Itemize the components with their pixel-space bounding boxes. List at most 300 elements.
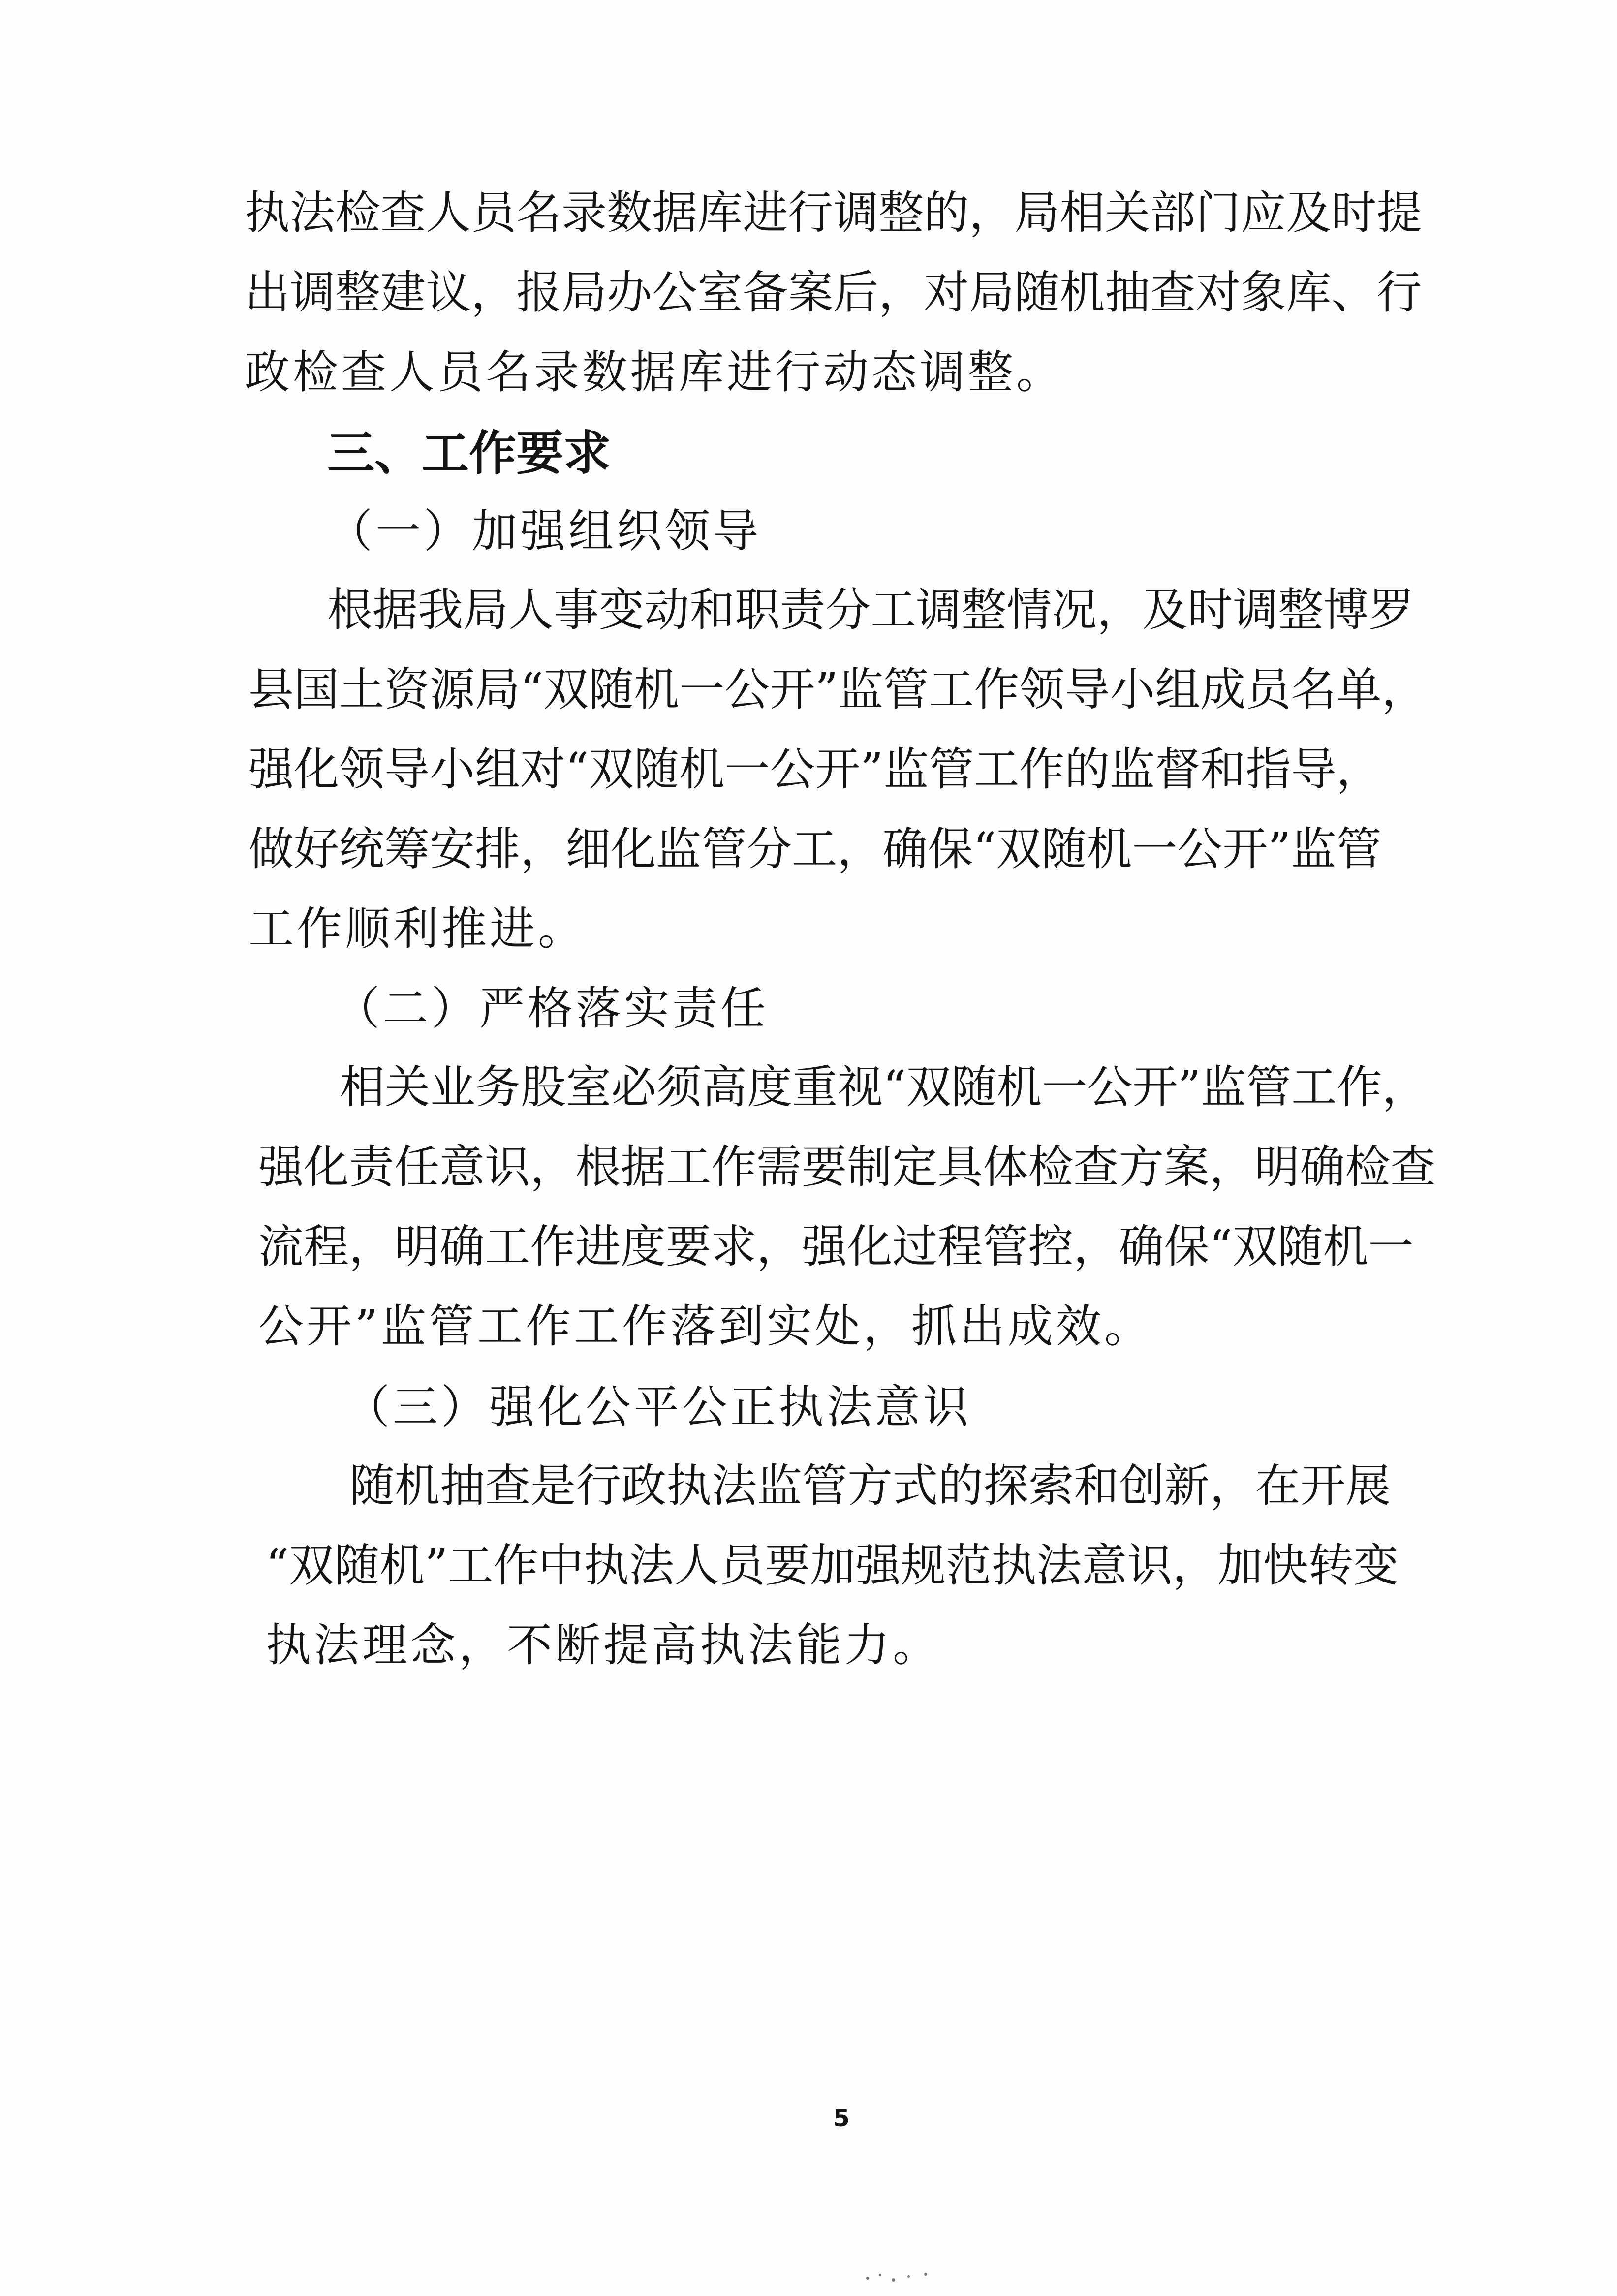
character: 况 bbox=[1052, 584, 1097, 636]
character: 作 bbox=[974, 663, 1020, 716]
character: 管 bbox=[929, 743, 974, 796]
character: 人 bbox=[426, 186, 471, 239]
character: 随 bbox=[589, 663, 634, 716]
character: 查 bbox=[1150, 266, 1196, 319]
scan-speck bbox=[924, 2273, 927, 2276]
character: ， bbox=[1382, 1061, 1428, 1114]
character: 据 bbox=[373, 584, 418, 636]
character: 相 bbox=[1059, 186, 1105, 239]
section-heading: 三、工作要求 bbox=[327, 426, 611, 481]
character: 调 bbox=[290, 266, 336, 319]
character: 双 bbox=[996, 823, 1042, 875]
scan-speck-marks bbox=[866, 2271, 935, 2286]
character: 进 bbox=[575, 1220, 621, 1273]
subheading-1: （一）加强组织领导 bbox=[327, 505, 762, 558]
character: 任 bbox=[394, 1141, 440, 1193]
character: 分 bbox=[825, 584, 871, 636]
character: 双 bbox=[906, 1061, 952, 1114]
character: 公 bbox=[1177, 823, 1223, 875]
character: 局 bbox=[475, 663, 521, 716]
character: 分 bbox=[746, 823, 792, 875]
character: 创 bbox=[1119, 1459, 1165, 1512]
character: 的 bbox=[1064, 743, 1110, 796]
character: ” bbox=[815, 663, 839, 716]
character: 工 bbox=[871, 584, 916, 636]
character: 检 bbox=[1028, 1141, 1074, 1193]
character: 执 bbox=[584, 1539, 629, 1592]
character: 建 bbox=[380, 266, 426, 319]
character: 管 bbox=[802, 1459, 848, 1512]
character: 保 bbox=[928, 823, 973, 875]
character: 探 bbox=[983, 1459, 1029, 1512]
character: 作 bbox=[1019, 743, 1065, 796]
character: 后 bbox=[833, 266, 879, 319]
character: 求 bbox=[711, 1220, 757, 1273]
character: 局 bbox=[463, 584, 509, 636]
character: 好 bbox=[294, 823, 340, 875]
character: 工 bbox=[448, 1539, 494, 1592]
character: 随 bbox=[1014, 266, 1060, 319]
character: 是 bbox=[530, 1459, 576, 1512]
character: “ bbox=[520, 663, 544, 716]
character: ， bbox=[1172, 1539, 1218, 1592]
character: “ bbox=[565, 743, 589, 796]
character: 范 bbox=[946, 1539, 992, 1592]
character: 方 bbox=[847, 1459, 893, 1512]
character: 筹 bbox=[384, 823, 430, 875]
character: 录 bbox=[561, 186, 607, 239]
character: 管 bbox=[1246, 1061, 1292, 1114]
paragraph-1-line-3 bbox=[249, 740, 1380, 799]
character: 案 bbox=[1164, 1141, 1210, 1193]
paragraph-1-line-4 bbox=[249, 820, 1380, 879]
character: 调 bbox=[833, 186, 879, 239]
character: 双 bbox=[543, 663, 589, 716]
character: 和 bbox=[689, 584, 735, 636]
character: 排 bbox=[475, 823, 521, 875]
character: 象 bbox=[1241, 266, 1286, 319]
character: 保 bbox=[1164, 1220, 1210, 1273]
character: 及 bbox=[1142, 584, 1188, 636]
character: “ bbox=[266, 1539, 289, 1592]
character: 进 bbox=[743, 186, 788, 239]
character: 单 bbox=[1336, 663, 1382, 716]
scan-speck bbox=[892, 2278, 895, 2282]
character: 局 bbox=[969, 266, 1015, 319]
character: 化 bbox=[847, 1220, 893, 1273]
body-line-2 bbox=[245, 263, 1422, 322]
character: 局 bbox=[561, 266, 607, 319]
paragraph-1-line-5: 工作顺利推进。 bbox=[249, 902, 587, 955]
character: 动 bbox=[644, 584, 690, 636]
body-line-3: 政检查人员名录数据库进行动态调整。 bbox=[245, 346, 1065, 399]
character: 源 bbox=[430, 663, 475, 716]
character: 变 bbox=[1353, 1539, 1399, 1592]
character: 过 bbox=[892, 1220, 938, 1273]
character: 检 bbox=[335, 186, 381, 239]
character: 应 bbox=[1241, 186, 1286, 239]
scan-speck bbox=[866, 2277, 869, 2280]
character: 细 bbox=[565, 823, 611, 875]
character: 成 bbox=[1200, 663, 1246, 716]
character: 机 bbox=[379, 1539, 425, 1592]
character: 查 bbox=[1390, 1141, 1436, 1193]
character: 职 bbox=[735, 584, 780, 636]
character: 提 bbox=[1376, 186, 1422, 239]
character: 、 bbox=[1331, 266, 1377, 319]
character: 管 bbox=[983, 1220, 1028, 1273]
character: ， bbox=[1209, 1141, 1255, 1193]
scan-speck bbox=[907, 2275, 910, 2278]
character: 责 bbox=[349, 1141, 395, 1193]
character: 整 bbox=[1278, 584, 1324, 636]
character: 根 bbox=[575, 1141, 621, 1193]
character: ， bbox=[1073, 1220, 1119, 1273]
character: 责 bbox=[780, 584, 826, 636]
character: 相 bbox=[340, 1061, 385, 1114]
character: ， bbox=[1336, 743, 1382, 796]
character: 体 bbox=[983, 1141, 1028, 1193]
character: 随 bbox=[1277, 1220, 1323, 1273]
character: 索 bbox=[1028, 1459, 1074, 1512]
character: 识 bbox=[485, 1141, 530, 1193]
character: 加 bbox=[1217, 1539, 1263, 1592]
body-line-1 bbox=[245, 184, 1422, 243]
character: 关 bbox=[1105, 186, 1151, 239]
character: 和 bbox=[1200, 743, 1246, 796]
character: 统 bbox=[339, 823, 385, 875]
character: 安 bbox=[430, 823, 475, 875]
character: “ bbox=[883, 1061, 906, 1114]
character: 机 bbox=[996, 1061, 1042, 1114]
character: 员 bbox=[719, 1539, 765, 1592]
character: 制 bbox=[847, 1141, 893, 1193]
character: 随 bbox=[349, 1459, 395, 1512]
character: 员 bbox=[1245, 663, 1291, 716]
character: 监 bbox=[1201, 1061, 1246, 1114]
character: 组 bbox=[1155, 663, 1201, 716]
character: 时 bbox=[1331, 186, 1377, 239]
character: 作 bbox=[1337, 1061, 1382, 1114]
paragraph-3-line-1 bbox=[349, 1457, 1391, 1516]
character: 在 bbox=[1255, 1459, 1301, 1512]
character: 管 bbox=[883, 663, 929, 716]
character: 室 bbox=[697, 266, 743, 319]
character: 人 bbox=[508, 584, 554, 636]
character: 调 bbox=[1233, 584, 1278, 636]
character: 需 bbox=[756, 1141, 802, 1193]
character: ， bbox=[530, 1141, 576, 1193]
character: 及 bbox=[1286, 186, 1332, 239]
character: 机 bbox=[1059, 266, 1105, 319]
character: 一 bbox=[1132, 823, 1178, 875]
character: ， bbox=[520, 823, 566, 875]
character: 确 bbox=[1119, 1220, 1164, 1273]
character: 机 bbox=[1087, 823, 1132, 875]
character: 查 bbox=[1073, 1141, 1119, 1193]
character: 罗 bbox=[1368, 584, 1414, 636]
subheading-2: （二）严格落实责任 bbox=[335, 982, 769, 1035]
character: 随 bbox=[334, 1539, 380, 1592]
character: 化 bbox=[611, 823, 656, 875]
character: ， bbox=[471, 266, 517, 319]
character: 法 bbox=[712, 1459, 757, 1512]
character: 对 bbox=[924, 266, 969, 319]
character: ， bbox=[1210, 1459, 1255, 1512]
character: 行 bbox=[1376, 266, 1422, 319]
character: 开 bbox=[1300, 1459, 1346, 1512]
character: 博 bbox=[1323, 584, 1369, 636]
character: 机 bbox=[679, 743, 725, 796]
character: 国 bbox=[294, 663, 340, 716]
character: ， bbox=[1097, 584, 1143, 636]
character: 作 bbox=[493, 1539, 539, 1592]
character: 库 bbox=[1286, 266, 1332, 319]
character: 导 bbox=[384, 743, 430, 796]
character: 中 bbox=[538, 1539, 584, 1592]
character: 监 bbox=[838, 663, 884, 716]
character: 局 bbox=[1014, 186, 1060, 239]
character: 整 bbox=[335, 266, 381, 319]
character: ， bbox=[1381, 663, 1427, 716]
character: 工 bbox=[929, 663, 974, 716]
character: 度 bbox=[747, 1061, 793, 1114]
character: ， bbox=[837, 823, 883, 875]
character: 出 bbox=[245, 266, 290, 319]
character: 必 bbox=[611, 1061, 657, 1114]
character: 抽 bbox=[440, 1459, 486, 1512]
character: 库 bbox=[697, 186, 743, 239]
paragraph-3-line-3: 执法理念，不断提高执法能力。 bbox=[266, 1619, 941, 1672]
character: 变 bbox=[599, 584, 645, 636]
character: 工 bbox=[666, 1141, 712, 1193]
character: 监 bbox=[1110, 743, 1155, 796]
character: 度 bbox=[621, 1220, 666, 1273]
character: 监 bbox=[757, 1459, 803, 1512]
character: 业 bbox=[430, 1061, 476, 1114]
character: 工 bbox=[485, 1220, 530, 1273]
character: 调 bbox=[916, 584, 962, 636]
character: 开 bbox=[770, 663, 815, 716]
character: 名 bbox=[516, 186, 562, 239]
page-number: 5 bbox=[833, 2105, 850, 2132]
character: 执 bbox=[666, 1459, 712, 1512]
character: 导 bbox=[1291, 743, 1337, 796]
character: ， bbox=[969, 186, 1015, 239]
character: 明 bbox=[1254, 1141, 1300, 1193]
character: 的 bbox=[938, 1459, 984, 1512]
character: 一 bbox=[1368, 1220, 1414, 1273]
character: 双 bbox=[589, 743, 634, 796]
character: 导 bbox=[1064, 663, 1110, 716]
character: 资 bbox=[384, 663, 430, 716]
character: 随 bbox=[951, 1061, 997, 1114]
character: 确 bbox=[882, 823, 928, 875]
character: 监 bbox=[656, 823, 702, 875]
character: 意 bbox=[1082, 1539, 1127, 1592]
character: 的 bbox=[924, 186, 969, 239]
character: 定 bbox=[892, 1141, 938, 1193]
character: 一 bbox=[1042, 1061, 1088, 1114]
character: 一 bbox=[724, 743, 770, 796]
character: 组 bbox=[475, 743, 521, 796]
character: 一 bbox=[679, 663, 725, 716]
character: 规 bbox=[901, 1539, 946, 1592]
character: 行 bbox=[788, 186, 834, 239]
character: 机 bbox=[1323, 1220, 1368, 1273]
character: 方 bbox=[1119, 1141, 1164, 1193]
character: 管 bbox=[1336, 823, 1382, 875]
character: 务 bbox=[475, 1061, 521, 1114]
character: ， bbox=[349, 1220, 395, 1273]
character: 案 bbox=[788, 266, 834, 319]
character: 作 bbox=[711, 1141, 757, 1193]
paragraph-1-line-1 bbox=[327, 581, 1414, 640]
character: 领 bbox=[339, 743, 385, 796]
character: 对 bbox=[1195, 266, 1241, 319]
character: 快 bbox=[1263, 1539, 1308, 1592]
paragraph-2-line-1 bbox=[340, 1058, 1428, 1117]
character: 办 bbox=[607, 266, 653, 319]
character: 强 bbox=[258, 1141, 304, 1193]
character: 流 bbox=[258, 1220, 304, 1273]
character: 公 bbox=[770, 743, 815, 796]
character: 部 bbox=[1150, 186, 1196, 239]
character: 县 bbox=[249, 663, 294, 716]
character: 督 bbox=[1155, 743, 1201, 796]
character: 做 bbox=[249, 823, 294, 875]
character: 员 bbox=[471, 186, 517, 239]
character: 化 bbox=[304, 1141, 349, 1193]
character: 数 bbox=[607, 186, 653, 239]
character: 机 bbox=[634, 663, 680, 716]
character: 法 bbox=[1036, 1539, 1082, 1592]
paragraph-1-line-2 bbox=[249, 660, 1427, 719]
character: 工 bbox=[1291, 1061, 1337, 1114]
character: 名 bbox=[1291, 663, 1337, 716]
paragraph-2-line-4: 公开”监管工作工作落到实处，抓出成效。 bbox=[258, 1300, 1153, 1353]
character: 整 bbox=[961, 584, 1007, 636]
paragraph-2-line-3 bbox=[258, 1217, 1414, 1276]
character: 和 bbox=[1074, 1459, 1119, 1512]
character: 强 bbox=[855, 1539, 901, 1592]
character: 开 bbox=[1132, 1061, 1178, 1114]
character: 法 bbox=[290, 186, 336, 239]
character: 具 bbox=[937, 1141, 983, 1193]
character: 要 bbox=[765, 1539, 810, 1592]
character: 视 bbox=[838, 1061, 883, 1114]
character: 执 bbox=[245, 186, 290, 239]
character: 抽 bbox=[1105, 266, 1151, 319]
character: 整 bbox=[878, 186, 924, 239]
character: 据 bbox=[621, 1141, 666, 1193]
character: 转 bbox=[1308, 1539, 1354, 1592]
character: 强 bbox=[802, 1220, 847, 1273]
character: ， bbox=[756, 1220, 802, 1273]
character: 要 bbox=[802, 1141, 847, 1193]
character: 法 bbox=[629, 1539, 675, 1592]
character: 公 bbox=[724, 663, 770, 716]
character: 公 bbox=[652, 266, 698, 319]
character: 指 bbox=[1245, 743, 1291, 796]
character: 我 bbox=[418, 584, 464, 636]
character: 重 bbox=[792, 1061, 838, 1114]
character: 股 bbox=[521, 1061, 566, 1114]
character: 高 bbox=[702, 1061, 747, 1114]
character: 化 bbox=[294, 743, 340, 796]
character: “ bbox=[1209, 1220, 1233, 1273]
character: 据 bbox=[652, 186, 698, 239]
character: 时 bbox=[1187, 584, 1233, 636]
character: 作 bbox=[530, 1220, 576, 1273]
character: 对 bbox=[520, 743, 566, 796]
character: 政 bbox=[621, 1459, 667, 1512]
character: 机 bbox=[395, 1459, 440, 1512]
character: 明 bbox=[394, 1220, 440, 1273]
character: 要 bbox=[666, 1220, 712, 1273]
character: 小 bbox=[1110, 663, 1155, 716]
character: 事 bbox=[554, 584, 599, 636]
character: 工 bbox=[792, 823, 838, 875]
character: ” bbox=[1268, 823, 1291, 875]
character: 随 bbox=[1041, 823, 1087, 875]
character: ， bbox=[878, 266, 924, 319]
character: 意 bbox=[439, 1141, 485, 1193]
character: 识 bbox=[1127, 1539, 1173, 1592]
character: 查 bbox=[485, 1459, 531, 1512]
character: 关 bbox=[385, 1061, 431, 1114]
character: 执 bbox=[991, 1539, 1037, 1592]
character: ” bbox=[860, 743, 884, 796]
character: 确 bbox=[439, 1220, 485, 1273]
character: ” bbox=[1178, 1061, 1201, 1114]
character: 小 bbox=[430, 743, 475, 796]
character: 展 bbox=[1345, 1459, 1391, 1512]
character: 强 bbox=[249, 743, 294, 796]
character: 土 bbox=[339, 663, 385, 716]
character: 备 bbox=[743, 266, 788, 319]
character: 开 bbox=[1222, 823, 1268, 875]
character: 确 bbox=[1300, 1141, 1345, 1193]
character: 领 bbox=[1019, 663, 1065, 716]
paragraph-3-line-2 bbox=[266, 1536, 1398, 1595]
scan-speck bbox=[879, 2274, 881, 2276]
character: “ bbox=[973, 823, 996, 875]
character: 情 bbox=[1006, 584, 1052, 636]
character: 双 bbox=[1232, 1220, 1278, 1273]
character: 程 bbox=[937, 1220, 983, 1273]
character: ” bbox=[425, 1539, 448, 1592]
character: 监 bbox=[1291, 823, 1337, 875]
character: 监 bbox=[883, 743, 929, 796]
character: 室 bbox=[566, 1061, 612, 1114]
character: 检 bbox=[1345, 1141, 1391, 1193]
character: 新 bbox=[1164, 1459, 1210, 1512]
subheading-3: （三）强化公平公正执法意识 bbox=[344, 1381, 972, 1433]
character: 根 bbox=[327, 584, 373, 636]
character: 随 bbox=[634, 743, 680, 796]
character: 双 bbox=[289, 1539, 335, 1592]
character: 管 bbox=[701, 823, 747, 875]
character: 开 bbox=[815, 743, 861, 796]
character: 议 bbox=[426, 266, 471, 319]
character: 式 bbox=[893, 1459, 938, 1512]
character: 查 bbox=[380, 186, 426, 239]
character: 公 bbox=[1087, 1061, 1133, 1114]
character: 报 bbox=[516, 266, 562, 319]
character: 控 bbox=[1028, 1220, 1074, 1273]
character: 门 bbox=[1195, 186, 1241, 239]
